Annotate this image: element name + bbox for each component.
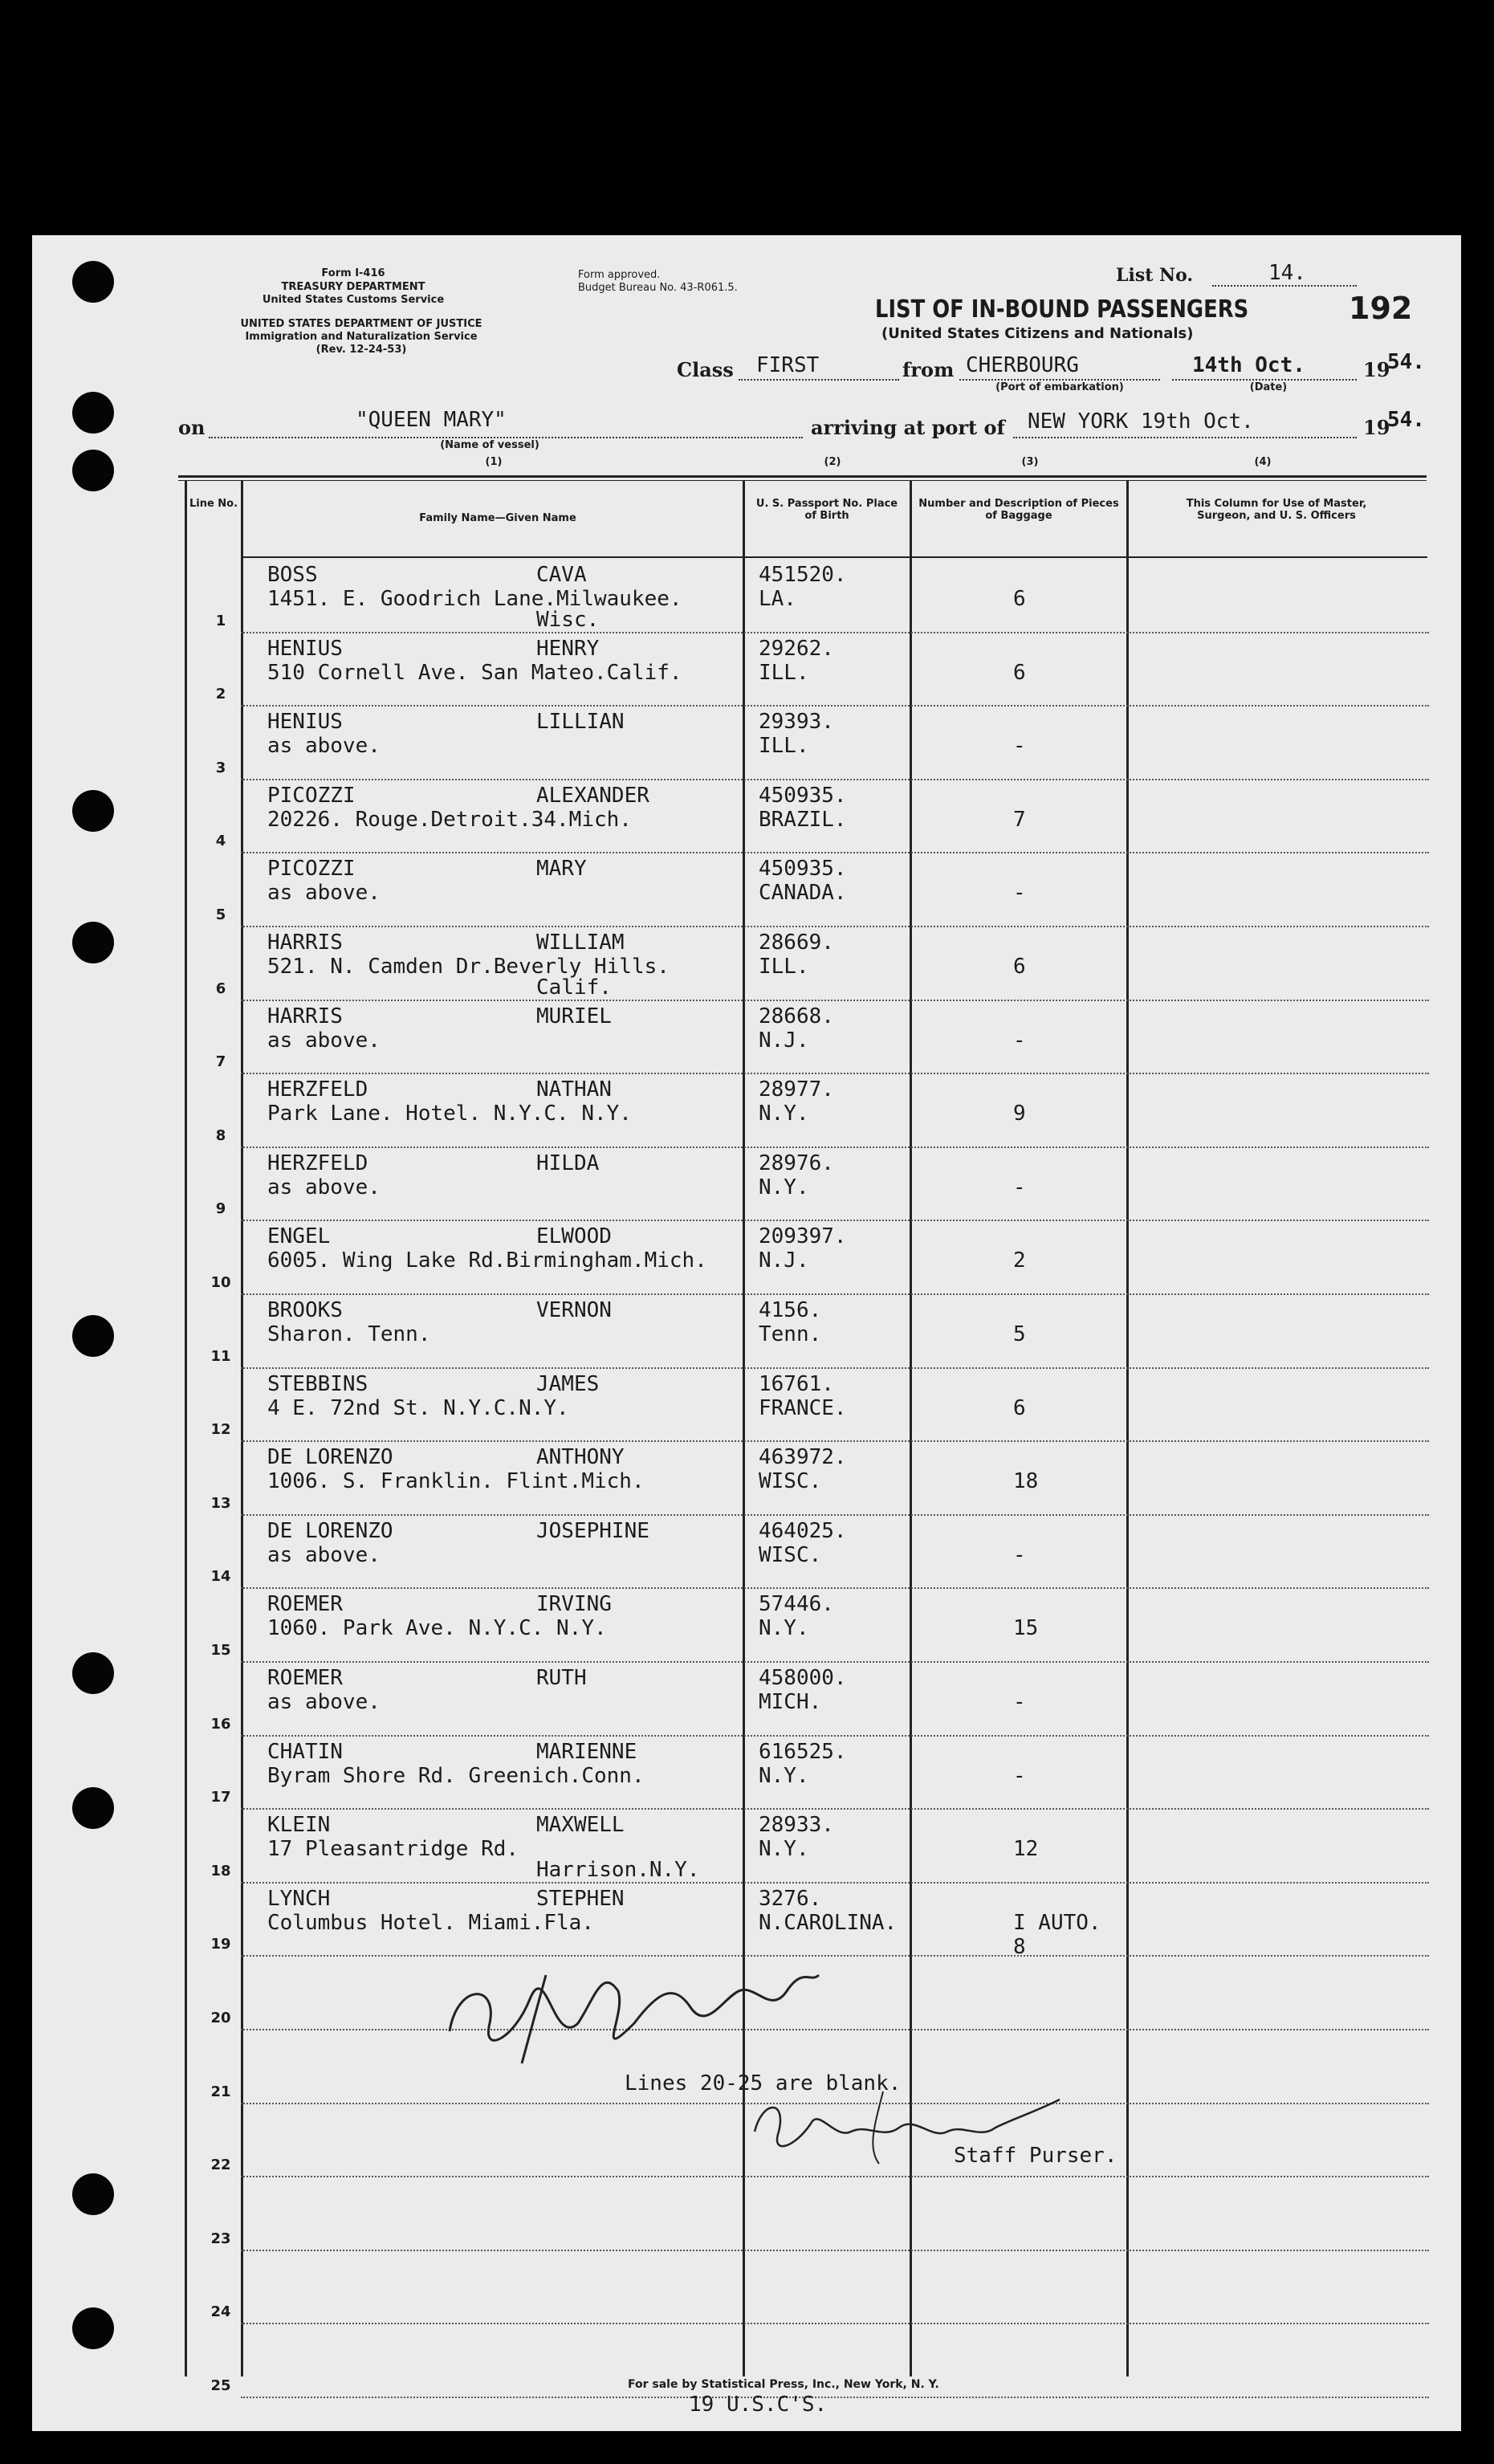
passport-no: 616525.	[759, 1739, 847, 1764]
treasury-dept: TREASURY DEPARTMENT	[281, 281, 425, 293]
line-number: 6	[215, 979, 226, 997]
page-subtitle: (United States Citizens and Nationals)	[881, 325, 1194, 342]
form-approved: Form approved.	[578, 269, 661, 281]
line-number: 23	[210, 2230, 231, 2247]
birth-place: ILL.	[759, 660, 809, 685]
baggage: -	[1013, 881, 1026, 906]
address: as above.	[267, 881, 381, 906]
passport-no: 450935.	[759, 857, 847, 882]
birth-place: BRAZIL.	[759, 807, 847, 832]
baggage: 2	[1013, 1248, 1026, 1273]
birth-place: ILL.	[759, 734, 809, 759]
page-title: LIST OF IN-BOUND PASSENGERS	[875, 295, 1249, 324]
given-name: ANTHONY	[536, 1445, 625, 1470]
passport-no: 209397.	[759, 1224, 847, 1249]
col-num: (3)	[1021, 456, 1039, 468]
given-name: MARIENNE	[536, 1739, 637, 1764]
line-number: 22	[210, 2157, 231, 2174]
col-num: (4)	[1254, 456, 1272, 468]
row-rule	[241, 705, 1429, 707]
family-name: HENIUS	[267, 710, 343, 735]
year-prefix-2: 19	[1363, 416, 1390, 439]
family-name: BOSS	[267, 563, 318, 587]
birth-place: N.J.	[759, 1028, 809, 1053]
given-name: HENRY	[536, 636, 600, 661]
line-number: 15	[210, 1642, 231, 1659]
row-rule	[241, 2250, 1429, 2251]
embark-date: 14th Oct.	[1192, 353, 1305, 377]
baggage: -	[1013, 1690, 1026, 1714]
birth-place: FRANCE.	[759, 1395, 847, 1420]
given-name: MURIEL	[536, 1004, 612, 1028]
budget-bureau: Budget Bureau No. 43-R061.5.	[578, 282, 738, 294]
row-rule	[241, 2323, 1429, 2324]
year-prefix: 19	[1363, 358, 1390, 381]
col-header-baggage: Number and Description of Pieces of Baggage	[918, 498, 1119, 522]
address: as above.	[267, 1690, 381, 1714]
col-num: (2)	[824, 456, 841, 468]
purser-title: Staff Purser.	[954, 2144, 1117, 2168]
address: Park Lane. Hotel. N.Y.C. N.Y.	[267, 1102, 632, 1126]
blank-lines-note: Lines 20-25 are blank.	[625, 2071, 902, 2095]
passport-no: 28668.	[759, 1004, 834, 1028]
passport-no: 28669.	[759, 931, 834, 955]
baggage: 6	[1013, 587, 1026, 611]
given-name: WILLIAM	[536, 931, 625, 955]
embark-year: 54.	[1387, 350, 1425, 374]
line-number: 24	[210, 2303, 231, 2321]
family-name: PICOZZI	[267, 783, 356, 808]
address: 1060. Park Ave. N.Y.C. N.Y.	[267, 1616, 607, 1641]
port-of-embarkation: CHERBOURG	[966, 353, 1079, 377]
ins-service: Immigration and Naturalization Service	[245, 331, 478, 343]
address: 4 E. 72nd St. N.Y.C.N.Y.	[267, 1395, 569, 1420]
given-name: MARY	[536, 857, 587, 882]
arriving-label: arriving at port of	[811, 416, 1005, 439]
list-no-value: 14.	[1268, 261, 1306, 285]
family-name: ROEMER	[267, 1666, 343, 1690]
port-caption: (Port of embarkation)	[995, 381, 1124, 393]
on-label: on	[178, 416, 206, 439]
passport-no: 28933.	[759, 1813, 834, 1838]
col-header-officers: This Column for Use of Master, Surgeon, and U. S. Officers	[1186, 498, 1367, 522]
family-name: DE LORENZO	[267, 1518, 393, 1543]
birth-place: CANADA.	[759, 881, 847, 906]
vessel-name: "QUEEN MARY"	[356, 408, 507, 432]
row-rule	[241, 2029, 1429, 2030]
family-name: ROEMER	[267, 1592, 343, 1617]
address: as above.	[267, 1542, 381, 1567]
page-number: 192	[1349, 291, 1413, 326]
given-name: RUTH	[536, 1666, 587, 1690]
arrival-year: 54.	[1387, 408, 1425, 432]
given-name: VERNON	[536, 1298, 612, 1322]
row-rule	[241, 1220, 1429, 1221]
baggage: -	[1013, 734, 1026, 759]
baggage: 5	[1013, 1322, 1026, 1346]
punch-hole	[72, 1315, 114, 1357]
address: 1451. E. Goodrich Lane.Milwaukee.	[267, 587, 682, 611]
address: 17 Pleasantridge Rd.	[267, 1837, 519, 1862]
family-name: DE LORENZO	[267, 1445, 393, 1470]
line-number: 11	[210, 1347, 231, 1365]
birth-place: N.Y.	[759, 1102, 809, 1126]
table-top-rule	[178, 475, 1427, 478]
class-value: FIRST	[756, 353, 820, 377]
line-number: 21	[210, 2083, 231, 2100]
birth-place: N.Y.	[759, 1763, 809, 1788]
family-name: LYNCH	[267, 1886, 331, 1911]
line-number: 5	[215, 906, 226, 923]
row-rule	[241, 2397, 1429, 2398]
family-name: HENIUS	[267, 636, 343, 661]
given-name: CAVA	[536, 563, 587, 587]
line-number: 9	[215, 1200, 226, 1218]
birth-place: WISC.	[759, 1542, 822, 1567]
family-name: PICOZZI	[267, 857, 356, 882]
baggage: -	[1013, 1542, 1026, 1567]
birth-place: MICH.	[759, 1690, 822, 1714]
punch-hole	[72, 2173, 114, 2215]
row-rule	[241, 1587, 1429, 1589]
row-rule	[241, 1661, 1429, 1663]
address-cont: Wisc.	[536, 608, 600, 632]
line-number: 12	[210, 1421, 231, 1439]
arrival-port-date: NEW YORK 19th Oct.	[1028, 409, 1254, 434]
baggage: -	[1013, 1175, 1026, 1199]
line-number: 7	[215, 1053, 226, 1071]
baggage: 6	[1013, 1395, 1026, 1420]
baggage: I AUTO.	[1013, 1910, 1101, 1935]
line-number: 14	[210, 1568, 231, 1586]
passport-no: 464025.	[759, 1518, 847, 1543]
revision: (Rev. 12-24-53)	[315, 344, 407, 356]
given-name: NATHAN	[536, 1077, 612, 1102]
row-rule	[241, 632, 1429, 633]
date-caption: (Date)	[1249, 381, 1288, 393]
passport-no: 3276.	[759, 1886, 822, 1911]
passport-no: 4156.	[759, 1298, 822, 1322]
address: as above.	[267, 1028, 381, 1053]
row-rule	[241, 1735, 1429, 1737]
line-number: 1	[215, 612, 226, 629]
passport-no: 16761.	[759, 1371, 834, 1396]
birth-place: Tenn.	[759, 1322, 822, 1346]
punch-hole	[72, 922, 114, 963]
form-number: Form I-416	[321, 267, 385, 279]
punch-hole	[72, 2307, 114, 2349]
line-number: 17	[210, 1789, 231, 1806]
passport-no: 450935.	[759, 783, 847, 808]
address: Columbus Hotel. Miami.Fla.	[267, 1910, 594, 1935]
row-rule	[241, 1882, 1429, 1884]
address: 20226. Rouge.Detroit.34.Mich.	[267, 807, 632, 832]
line-number: 16	[210, 1715, 231, 1733]
baggage: 12	[1013, 1837, 1039, 1862]
baggage: 6	[1013, 660, 1026, 685]
baggage: -	[1013, 1028, 1026, 1053]
row-rule	[241, 1808, 1429, 1810]
family-name: HERZFELD	[267, 1151, 368, 1175]
line-number: 25	[210, 2377, 231, 2394]
punch-hole	[72, 450, 114, 491]
address: 521. N. Camden Dr.Beverly Hills.	[267, 955, 670, 979]
line-number: 18	[210, 1862, 231, 1880]
line-number: 10	[210, 1274, 231, 1291]
row-rule	[241, 779, 1429, 780]
col-header-passport: U. S. Passport No. Place of Birth	[755, 498, 898, 522]
purser-signature	[747, 2083, 1068, 2172]
punch-hole	[72, 790, 114, 832]
row-rule	[241, 1440, 1429, 1442]
passport-no: 463972.	[759, 1445, 847, 1470]
list-no-label: List No.	[1116, 265, 1194, 286]
from-label: from	[902, 358, 955, 381]
line-number: 13	[210, 1494, 231, 1512]
punch-hole	[72, 1787, 114, 1829]
row-rule	[241, 1146, 1429, 1148]
baggage: 18	[1013, 1469, 1039, 1494]
family-name: ENGEL	[267, 1224, 331, 1249]
justice-dept: UNITED STATES DEPARTMENT OF JUSTICE	[240, 318, 482, 330]
given-name: LILLIAN	[536, 710, 625, 735]
birth-place: N.Y.	[759, 1837, 809, 1862]
passport-no: 28977.	[759, 1077, 834, 1102]
passport-no: 451520.	[759, 563, 847, 587]
given-name: MAXWELL	[536, 1813, 625, 1838]
family-name: HARRIS	[267, 1004, 343, 1028]
customs-service: United States Customs Service	[262, 294, 445, 306]
address: as above.	[267, 734, 381, 759]
given-name: JAMES	[536, 1371, 600, 1396]
birth-place: N.J.	[759, 1248, 809, 1273]
address-cont: Calif.	[536, 975, 612, 1000]
address-cont: Harrison.N.Y.	[536, 1858, 700, 1883]
line-number: 4	[215, 833, 226, 850]
address: Byram Shore Rd. Greenich.Conn.	[267, 1763, 645, 1788]
passport-no: 28976.	[759, 1151, 834, 1175]
row-rule	[241, 1073, 1429, 1074]
row-rule	[241, 1000, 1429, 1001]
given-name: HILDA	[536, 1151, 600, 1175]
line-number: 8	[215, 1126, 226, 1144]
birth-place: N.Y.	[759, 1175, 809, 1199]
line-number: 2	[215, 686, 226, 703]
punch-hole	[72, 392, 114, 434]
class-label: Class	[677, 358, 734, 381]
col-header-name: Family Name—Given Name	[419, 512, 576, 524]
line-number: 3	[215, 759, 226, 776]
row-rule	[241, 852, 1429, 853]
family-name: HERZFELD	[267, 1077, 368, 1102]
birth-place: N.Y.	[759, 1616, 809, 1641]
address: 6005. Wing Lake Rd.Birmingham.Mich.	[267, 1248, 707, 1273]
given-name: IRVING	[536, 1592, 612, 1617]
birth-place: WISC.	[759, 1469, 822, 1494]
address: 510 Cornell Ave. San Mateo.Calif.	[267, 660, 682, 685]
row-rule	[241, 1514, 1429, 1516]
family-name: HARRIS	[267, 931, 343, 955]
given-name: STEPHEN	[536, 1886, 625, 1911]
baggage: 15	[1013, 1616, 1039, 1641]
birth-place: ILL.	[759, 955, 809, 979]
row-rule	[241, 2176, 1429, 2177]
address: Sharon. Tenn.	[267, 1322, 431, 1346]
baggage: 6	[1013, 955, 1026, 979]
baggage: 7	[1013, 807, 1026, 832]
baggage: -	[1013, 1763, 1026, 1788]
row-rule	[241, 1955, 1429, 1957]
address: as above.	[267, 1175, 381, 1199]
line-number: 20	[210, 2010, 231, 2026]
passport-no: 458000.	[759, 1666, 847, 1690]
given-name: ELWOOD	[536, 1224, 612, 1249]
passport-no: 29262.	[759, 636, 834, 661]
col-num: (1)	[485, 456, 503, 468]
punch-hole	[72, 1652, 114, 1694]
line-number: 19	[210, 1936, 231, 1953]
passport-no: 29393.	[759, 710, 834, 735]
row-rule	[241, 1367, 1429, 1369]
given-name: JOSEPHINE	[536, 1518, 649, 1543]
row-rule	[241, 926, 1429, 927]
birth-place: LA.	[759, 587, 796, 611]
punch-hole	[72, 261, 114, 303]
address: 1006. S. Franklin. Flint.Mich.	[267, 1469, 645, 1494]
passport-no: 57446.	[759, 1592, 834, 1617]
baggage: 9	[1013, 1102, 1026, 1126]
col-header-line: Line No.	[189, 498, 238, 510]
printer-credit: For sale by Statistical Press, Inc., New York, N. Y.	[628, 2378, 939, 2391]
family-name: BROOKS	[267, 1298, 343, 1322]
signature-stamp	[434, 1935, 835, 2071]
family-name: KLEIN	[267, 1813, 331, 1838]
family-name: STEBBINS	[267, 1371, 368, 1396]
count-note: 19 U.S.C'S.	[689, 2393, 828, 2417]
given-name: ALEXANDER	[536, 783, 649, 808]
birth-place: N.CAROLINA.	[759, 1910, 898, 1935]
vessel-caption: (Name of vessel)	[440, 439, 539, 451]
row-rule	[241, 1293, 1429, 1295]
baggage-cont: 8	[1013, 1934, 1026, 1959]
family-name: CHATIN	[267, 1739, 343, 1764]
